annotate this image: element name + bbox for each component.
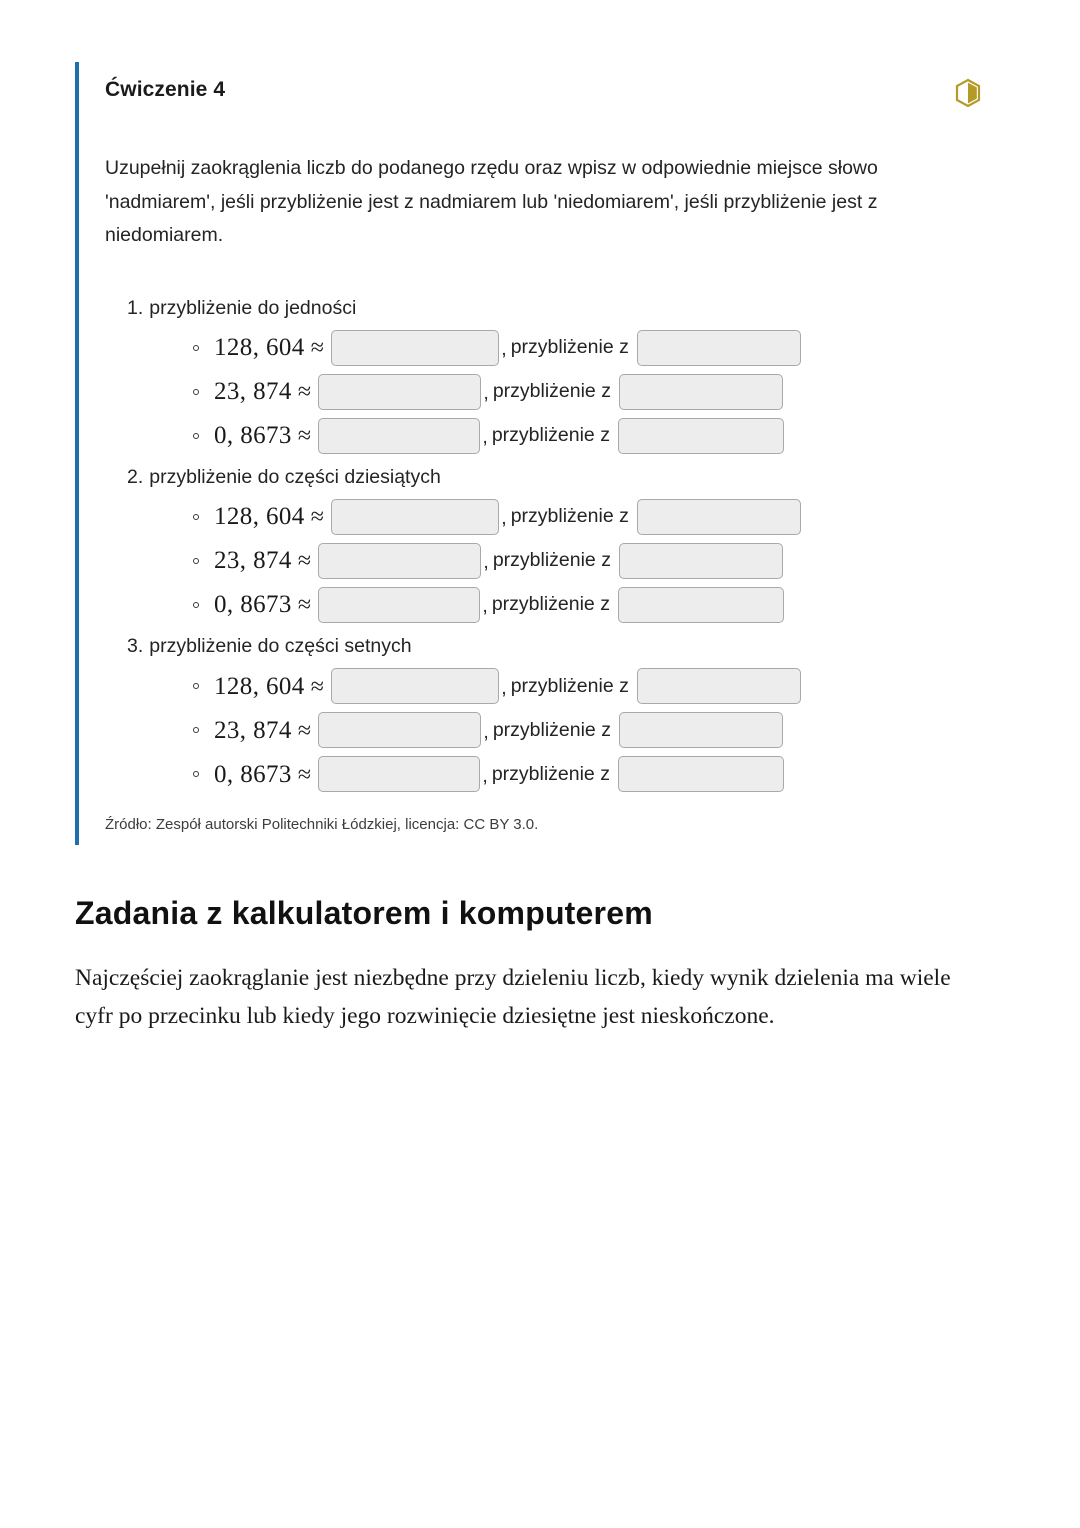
math-value: 128, 604 <box>214 334 305 362</box>
approx-equal-icon: ≈ <box>297 379 312 406</box>
approx-equal-icon: ≈ <box>297 423 312 450</box>
task-number: 2. <box>127 465 144 488</box>
task-list <box>79 293 1000 797</box>
qualifier-label: przybliżenie z <box>510 336 629 359</box>
task-group <box>105 462 1000 627</box>
approx-equal-icon: ≈ <box>297 592 312 619</box>
task-row <box>193 370 1000 414</box>
math-value: 23, 874 <box>214 716 292 744</box>
task-row <box>193 708 1000 752</box>
task-row <box>193 583 1000 627</box>
approx-equal-icon: ≈ <box>310 673 325 700</box>
qualifier-label: przybliżenie z <box>492 718 611 741</box>
exercise-title: Ćwiczenie 4 <box>105 78 226 101</box>
task-rows <box>105 326 1000 458</box>
qualifier-input[interactable] <box>637 668 801 704</box>
task-heading <box>105 631 1000 662</box>
row-separator: , <box>483 720 489 743</box>
task-row <box>193 326 1000 370</box>
answer-input[interactable] <box>318 543 481 579</box>
task-rows <box>105 495 1000 627</box>
qualifier-label: przybliżenie z <box>492 380 611 403</box>
qualifier-input[interactable] <box>618 756 784 792</box>
task-row <box>193 752 1000 796</box>
bullet-icon <box>193 683 199 689</box>
answer-input[interactable] <box>331 330 499 366</box>
qualifier-label: przybliżenie z <box>491 593 610 616</box>
bullet-icon <box>193 514 199 520</box>
bullet-icon <box>193 771 199 777</box>
section-paragraph: Najczęściej zaokrąglanie jest niezbędne przy dzieleniu liczb, kiedy wynik dzielenia ma wiele cyfr po przecinku lub kiedy jego rozwinięcie dziesiętne jest nieskończone. <box>75 965 951 1030</box>
task-row <box>193 664 1000 708</box>
math-value: 0, 8673 <box>214 591 292 619</box>
bullet-icon <box>193 433 199 439</box>
qualifier-input[interactable] <box>637 499 801 535</box>
task-group <box>105 293 1000 458</box>
approx-equal-icon: ≈ <box>297 548 312 575</box>
section-heading: Zadania z kalkulatorem i komputerem <box>75 895 653 932</box>
math-expression <box>214 674 324 699</box>
qualifier-label: przybliżenie z <box>510 674 629 697</box>
qualifier-label: przybliżenie z <box>492 549 611 572</box>
answer-input[interactable] <box>331 668 499 704</box>
approx-equal-icon: ≈ <box>310 335 325 362</box>
task-heading <box>105 293 1000 324</box>
qualifier-input[interactable] <box>619 543 783 579</box>
math-expression <box>214 423 311 448</box>
hexagon-half-filled-icon <box>954 78 982 108</box>
math-expression <box>214 548 311 573</box>
qualifier-input[interactable] <box>618 587 784 623</box>
bullet-icon <box>193 602 199 608</box>
qualifier-input[interactable] <box>619 374 783 410</box>
bullet-icon <box>193 389 199 395</box>
qualifier-input[interactable] <box>618 418 784 454</box>
bullet-icon <box>193 345 199 351</box>
task-label-text: przybliżenie do części setnych <box>149 634 412 657</box>
math-expression <box>214 718 311 743</box>
qualifier-label: przybliżenie z <box>491 424 610 447</box>
row-separator: , <box>501 507 507 530</box>
task-rows <box>105 664 1000 796</box>
math-value: 23, 874 <box>214 378 292 406</box>
approx-equal-icon: ≈ <box>297 717 312 744</box>
answer-input[interactable] <box>318 712 481 748</box>
task-number: 3. <box>127 634 144 657</box>
exercise-instructions: Uzupełnij zaokrąglenia liczb do podanego rzędu oraz wpisz w odpowiednie miejsce słowo 'nadmiarem', jeśli przybliżenie jest z nadmiarem lub 'niedomiarem', jeśli przybliżenie jest z niedomiarem. <box>105 157 878 247</box>
qualifier-input[interactable] <box>637 330 801 366</box>
math-expression <box>214 762 311 787</box>
task-row <box>193 414 1000 458</box>
exercise-block <box>75 62 1000 845</box>
math-expression <box>214 592 311 617</box>
bullet-icon <box>193 558 199 564</box>
row-separator: , <box>501 338 507 361</box>
qualifier-input[interactable] <box>619 712 783 748</box>
math-value: 23, 874 <box>214 547 292 575</box>
qualifier-label: przybliżenie z <box>491 762 610 785</box>
task-row <box>193 539 1000 583</box>
row-separator: , <box>482 764 488 787</box>
math-expression <box>214 504 324 529</box>
bullet-icon <box>193 727 199 733</box>
math-value: 0, 8673 <box>214 760 292 788</box>
task-number: 1. <box>127 296 144 319</box>
answer-input[interactable] <box>331 499 499 535</box>
math-value: 0, 8673 <box>214 422 292 450</box>
row-separator: , <box>483 382 489 405</box>
math-expression <box>214 335 324 360</box>
answer-input[interactable] <box>318 418 480 454</box>
task-heading <box>105 462 1000 493</box>
task-group <box>105 631 1000 796</box>
qualifier-label: przybliżenie z <box>510 505 629 528</box>
exercise-header <box>79 62 1000 108</box>
answer-input[interactable] <box>318 756 480 792</box>
row-separator: , <box>482 595 488 618</box>
task-row <box>193 495 1000 539</box>
math-value: 128, 604 <box>214 503 305 531</box>
math-expression <box>214 379 311 404</box>
math-value: 128, 604 <box>214 672 305 700</box>
answer-input[interactable] <box>318 374 481 410</box>
source-attribution: Źródło: Zespół autorski Politechniki Łódzkiej, licencja: CC BY 3.0. <box>105 816 539 834</box>
task-label-text: przybliżenie do części dziesiątych <box>149 465 441 488</box>
row-separator: , <box>482 426 488 449</box>
row-separator: , <box>483 551 489 574</box>
answer-input[interactable] <box>318 587 480 623</box>
approx-equal-icon: ≈ <box>297 761 312 788</box>
task-label-text: przybliżenie do jedności <box>149 296 357 319</box>
approx-equal-icon: ≈ <box>310 504 325 531</box>
row-separator: , <box>501 676 507 699</box>
